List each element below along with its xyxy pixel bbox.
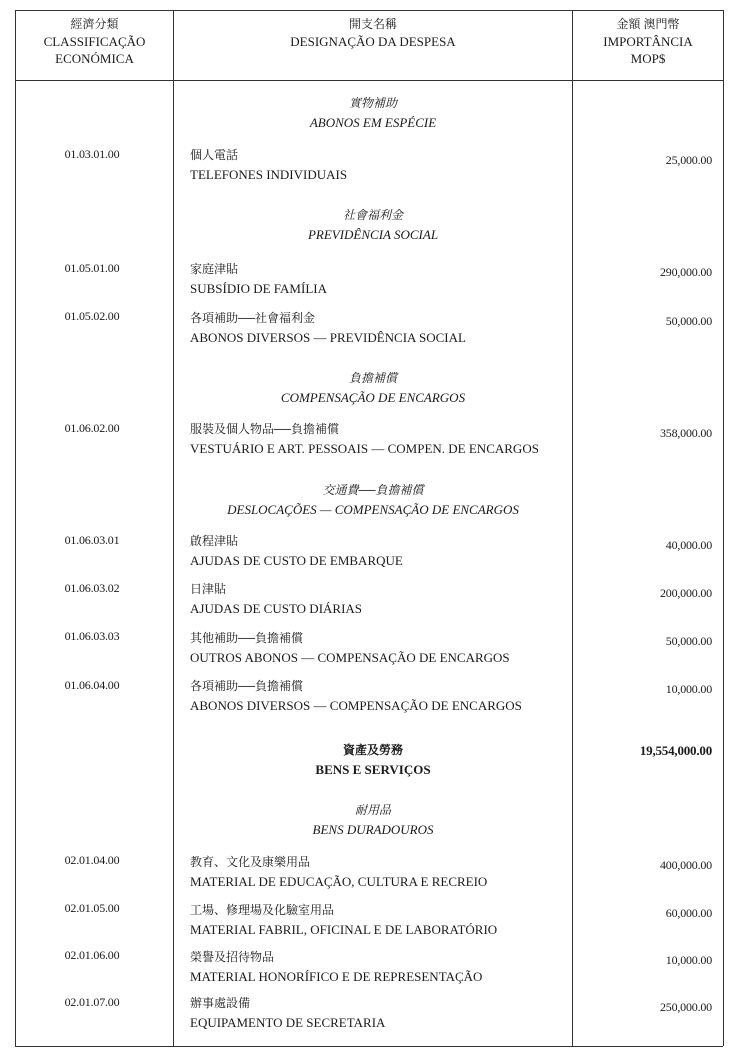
row-amount: 358,000.00 [659,426,712,440]
row-amount: 10,000.00 [665,682,712,696]
row-description-pt: EQUIPAMENTO DE SECRETARIA [190,1015,386,1030]
row-code: 01.03.01.00 [64,147,120,161]
table-border-left [15,10,16,1046]
header-classification-pt1: CLASSIFICAÇÃO [43,34,146,49]
row-description-zh: 其他補助──負擔補償 [190,631,304,645]
row-description-pt: MATERIAL HONORÍFICO E DE REPRESENTAÇÃO [190,969,483,984]
row-description-pt: SUBSÍDIO DE FAMÍLIA [190,281,327,296]
row-description-pt: AJUDAS DE CUSTO DIÁRIAS [190,601,363,616]
section-title-pt: BENS DURADOUROS [312,822,434,837]
row-description [190,532,570,570]
row-description-zh: 各項補助──負擔補償 [190,679,304,693]
section-bens-e-servicos [174,741,572,779]
section-title-pt: PREVIDÊNCIA SOCIAL [307,227,439,242]
row-amount: 60,000.00 [665,906,712,920]
row-description [190,260,570,298]
header-designation [174,16,572,50]
row-description-zh: 啟程津貼 [190,534,239,548]
row-description-zh: 家庭津貼 [190,262,239,276]
row-amount: 50,000.00 [665,634,712,648]
row-description [190,309,570,347]
row-code: 02.01.06.00 [64,948,120,962]
row-amount: 10,000.00 [665,953,712,967]
row-description [190,994,570,1032]
row-description-zh: 工場、修理場及化驗室用品 [190,903,335,917]
row-amount: 40,000.00 [665,538,712,552]
row-description-pt: MATERIAL DE EDUCAÇÃO, CULTURA E RECREIO [190,874,488,889]
row-amount: 50,000.00 [665,314,712,328]
row-amount: 25,000.00 [665,153,712,167]
section-title-zh: 資產及勞務 [342,743,403,757]
table-border-right [723,10,724,1046]
row-description-zh: 個人電話 [190,148,239,162]
row-description [190,580,570,618]
header-amount [573,16,723,67]
row-amount: 400,000.00 [659,858,712,872]
row-amount: 200,000.00 [659,586,712,600]
section-title-zh: 負擔補償 [348,371,397,385]
section-compensacao-de-encargos [174,369,572,407]
row-description [190,853,570,891]
row-code: 01.06.03.03 [64,629,120,643]
row-description-pt: ABONOS DIVERSOS — PREVIDÊNCIA SOCIAL [190,330,466,345]
section-title-zh: 社會福利金 [342,208,403,222]
row-code: 01.06.02.00 [64,421,120,435]
row-description-zh: 各項補助──社會福利金 [190,311,316,325]
row-description [190,629,570,667]
row-description-pt: OUTROS ABONOS — COMPENSAÇÃO DE ENCARGOS [190,650,510,665]
row-code: 01.05.02.00 [64,309,120,323]
section-title-zh: 耐用品 [354,803,391,817]
row-description-zh: 榮譽及招待物品 [190,950,275,964]
section-title-zh: 交通費──負擔補償 [322,483,424,497]
row-description [190,677,570,715]
column-divider-1 [173,10,174,1046]
header-amount-zh: 金額 澳門幣 [616,17,680,31]
header-designation-pt: DESIGNAÇÃO DA DESPESA [290,34,456,49]
section-total-amount: 19,554,000.00 [639,743,712,758]
header-separator [15,80,723,81]
row-code: 02.01.05.00 [64,901,120,915]
row-code: 02.01.07.00 [64,995,120,1009]
section-deslocacoes [174,481,572,519]
section-abonos-em-especie [174,94,572,132]
row-description-pt: TELEFONES INDIVIDUAIS [190,167,348,182]
row-code: 01.06.03.02 [64,581,120,595]
row-description-pt: ABONOS DIVERSOS — COMPENSAÇÃO DE ENCARGOS [190,698,522,713]
header-designation-zh: 開支名稱 [348,17,397,31]
row-description-pt: MATERIAL FABRIL, OFICINAL E DE LABORATÓRIO [190,922,498,937]
section-title-pt: DESLOCAÇÕES — COMPENSAÇÃO DE ENCARGOS [227,502,519,517]
section-title-pt: BENS E SERVIÇOS [315,762,431,777]
header-classification-zh: 經濟分類 [70,17,119,31]
header-classification [16,16,173,67]
table-border-top [15,10,723,11]
row-description-zh: 教育、文化及康樂用品 [190,855,311,869]
row-description [190,420,570,458]
row-description [190,146,570,184]
row-description-zh: 日津貼 [190,582,227,596]
row-amount: 250,000.00 [659,1000,712,1014]
section-title-pt: COMPENSAÇÃO DE ENCARGOS [280,390,466,405]
row-description [190,901,570,939]
row-code: 01.06.03.01 [64,533,120,547]
section-title-zh: 實物補助 [348,96,397,110]
section-bens-duradouros [174,801,572,839]
header-classification-pt2: ECONÓMICA [55,51,134,66]
row-code: 02.01.04.00 [64,853,120,867]
section-title-pt: ABONOS EM ESPÉCIE [309,115,437,130]
row-description-pt: AJUDAS DE CUSTO DE EMBARQUE [190,553,403,568]
row-code: 01.06.04.00 [64,678,120,692]
row-amount: 290,000.00 [659,265,712,279]
row-description-zh: 服裝及個人物品──負擔補償 [190,422,340,436]
row-description [190,948,570,986]
table-border-bottom [15,1046,723,1047]
section-previdencia-social [174,206,572,244]
row-description-pt: VESTUÁRIO E ART. PESSOAIS — COMPEN. DE ENCARGOS [190,441,539,456]
header-amount-pt1: IMPORTÂNCIA [603,34,693,49]
row-code: 01.05.01.00 [64,261,120,275]
header-amount-pt2: MOP$ [630,51,666,66]
column-divider-2 [572,10,573,1046]
row-description-zh: 辦事處設備 [190,996,251,1010]
